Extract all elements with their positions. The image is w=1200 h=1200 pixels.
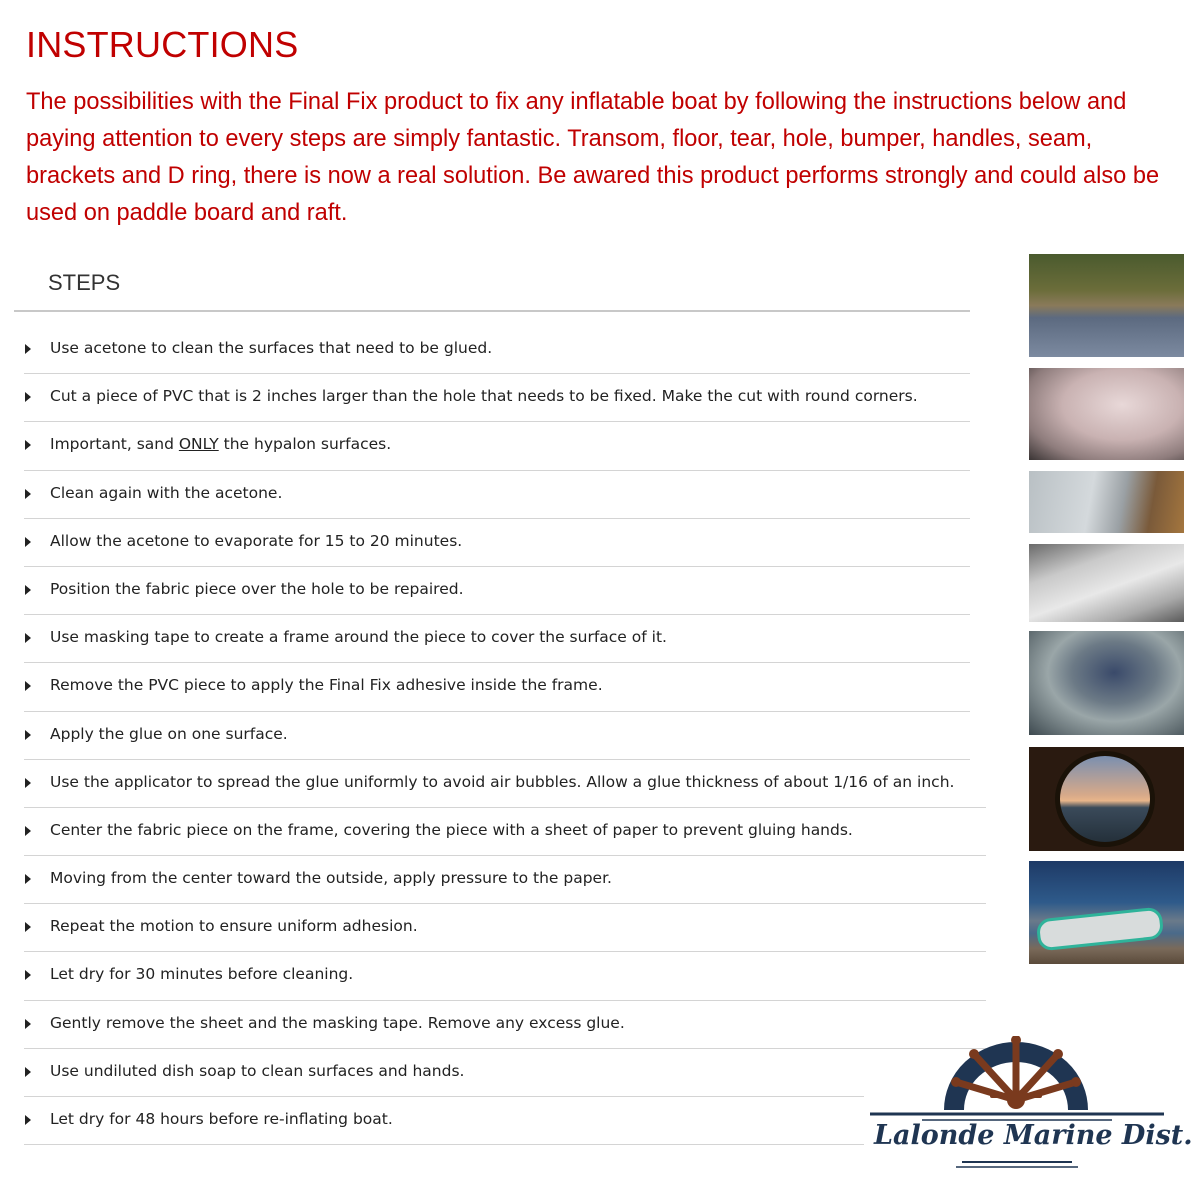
triangle-bullet-icon — [25, 537, 31, 547]
step-text: Use the applicator to spread the glue uniformly to avoid air bubbles. Allow a glue thickness of about 1/16 of an inch. — [50, 772, 955, 791]
step-item — [24, 471, 970, 519]
triangle-bullet-icon — [25, 1115, 31, 1125]
step-text: Let dry for 30 minutes before cleaning. — [50, 965, 354, 984]
triangle-bullet-icon — [25, 730, 31, 740]
step-text: Allow the acetone to evaporate for 15 to 20 minutes. — [50, 531, 463, 550]
paddle-board-photo — [1029, 254, 1184, 357]
triangle-bullet-icon — [25, 681, 31, 691]
triangle-bullet-icon — [25, 585, 31, 595]
triangle-bullet-icon — [25, 826, 31, 836]
step-text: Position the fabric piece over the hole to be repaired. — [50, 579, 464, 598]
triangle-bullet-icon — [25, 489, 31, 499]
boat-bracket-photo — [1029, 471, 1184, 533]
step-text: Apply the glue on one surface. — [50, 724, 288, 743]
intro-paragraph: The possibilities with the Final Fix product to fix any inflatable boat by following the instructions below and paying attention to every steps are simply fantastic. Transom, floor, tear, hole, bumper, handles, seam, brackets and D ring, there is now a real solution. Be awared this product performs strongly and could also be used on paddle board and raft. — [26, 89, 1160, 226]
step-text: Repeat the motion to ensure uniform adhesion. — [50, 917, 418, 936]
step-text: Let dry for 48 hours before re-inflating boat. — [50, 1110, 393, 1128]
step-item — [24, 904, 986, 952]
step-item — [24, 760, 986, 808]
step-text-after: the hypalon surfaces. — [218, 435, 392, 454]
step-text — [50, 435, 391, 453]
step-item — [24, 663, 970, 711]
boat-tube-photo — [1029, 368, 1184, 460]
step-text: Gently remove the sheet and the masking tape. Remove any excess glue. — [50, 1013, 625, 1032]
steps-list — [24, 326, 986, 1145]
triangle-bullet-icon — [25, 344, 31, 354]
step-text-before: Important, sand — [50, 435, 179, 454]
step-item — [24, 567, 970, 615]
step-text: Clean again with the acetone. — [50, 483, 283, 502]
step-item — [24, 1049, 864, 1097]
step-item — [24, 856, 986, 904]
triangle-bullet-icon — [25, 970, 31, 980]
step-item — [24, 1001, 986, 1049]
logo-wordmark: Lalonde Marine Dist. — [874, 1120, 1193, 1151]
step-item — [24, 1097, 864, 1145]
step-item — [24, 952, 986, 1000]
triangle-bullet-icon — [25, 440, 31, 450]
company-logo — [862, 1036, 1193, 1170]
step-item — [24, 615, 970, 663]
porthole-window — [1055, 751, 1155, 847]
steps-heading: STEPS — [48, 270, 121, 295]
step-item — [24, 326, 970, 374]
step-text: Use masking tape to create a frame around the piece to cover the surface of it. — [50, 628, 667, 647]
step-text: Moving from the center toward the outside, apply pressure to the paper. — [50, 869, 612, 888]
triangle-bullet-icon — [25, 922, 31, 932]
city-paddle-board-photo — [1029, 861, 1184, 964]
step-item — [24, 808, 986, 856]
rafting-photo — [1029, 631, 1184, 735]
step-item — [24, 712, 970, 760]
triangle-bullet-icon — [25, 874, 31, 884]
step-text: Use undiluted dish soap to clean surfaces and hands. — [50, 1061, 465, 1080]
triangle-bullet-icon — [25, 392, 31, 402]
triangle-bullet-icon — [25, 633, 31, 643]
step-item — [24, 519, 970, 567]
step-item — [24, 374, 970, 422]
porthole-sunset-photo — [1029, 747, 1184, 851]
step-item — [24, 422, 970, 470]
step-text: Remove the PVC piece to apply the Final Fix adhesive inside the frame. — [50, 676, 603, 695]
triangle-bullet-icon — [25, 1019, 31, 1029]
triangle-bullet-icon — [25, 1067, 31, 1077]
page-title: INSTRUCTIONS — [26, 24, 299, 65]
step-text: Center the fabric piece on the frame, covering the piece with a sheet of paper to prevent gluing hands. — [50, 820, 853, 839]
step-text: Cut a piece of PVC that is 2 inches larger than the hole that needs to be fixed. Make the cut with round corners. — [50, 387, 918, 406]
boat-interior-photo — [1029, 544, 1184, 622]
triangle-bullet-icon — [25, 778, 31, 788]
paddle-board-shape — [1036, 907, 1165, 952]
step-text-emphasis: ONLY — [178, 435, 219, 454]
step-text: Use acetone to clean the surfaces that need to be glued. — [50, 339, 493, 357]
steps-heading-divider — [14, 310, 970, 312]
